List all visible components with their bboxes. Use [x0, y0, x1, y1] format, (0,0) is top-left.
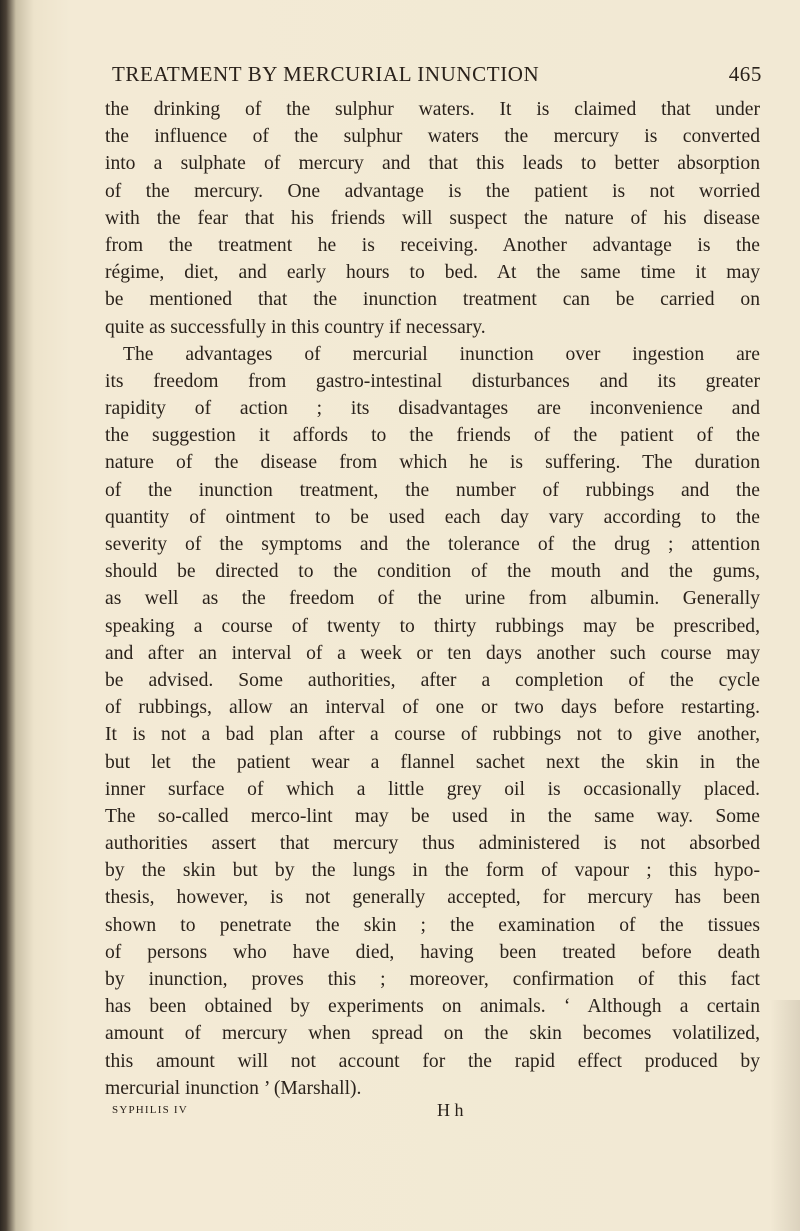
- text-line: mercurial inunction ’ (Marshall).: [105, 1077, 362, 1099]
- text-line: thesis, however, is not generally accepted, for mercury has been: [105, 887, 760, 909]
- text-line: shown to penetrate the skin ; the examination of the tissues: [105, 914, 760, 936]
- text-line: this amount will not account for the rapid effect produced by: [105, 1050, 760, 1072]
- paragraph-start-line: The advantages of mercurial inunction over ingestion are: [123, 343, 760, 365]
- page-edge-shadow: [770, 1000, 800, 1231]
- text-line: and after an interval of a week or ten days another such course may: [105, 642, 760, 664]
- text-line: quantity of ointment to be used each day vary according to the: [105, 506, 760, 528]
- text-line: its freedom from gastro-intestinal disturbances and its greater: [105, 370, 760, 392]
- text-line: nature of the disease from which he is suffering. The duration: [105, 452, 760, 474]
- page-number: 465: [728, 62, 762, 86]
- text-line: severity of the symptoms and the tolerance of the drug ; attention: [105, 534, 760, 555]
- sheet-mark: H h: [437, 1100, 464, 1120]
- running-head-title: TREATMENT BY MERCURIAL INUNCTION: [112, 62, 540, 86]
- text-line: It is not a bad plan after a course of rubbings not to give another,: [105, 724, 760, 746]
- text-line: of persons who have died, having been treated before death: [105, 941, 760, 963]
- text-line: the drinking of the sulphur waters. It is claimed that under: [105, 99, 760, 120]
- body-text: [105, 96, 760, 1102]
- text-line: from the treatment he is receiving. Another advantage is the: [105, 234, 760, 256]
- text-line: speaking a course of twenty to thirty rubbings may be prescribed,: [105, 615, 760, 637]
- text-line: rapidity of action ; its disadvantages are inconvenience and: [105, 398, 760, 420]
- running-head: [112, 62, 762, 92]
- text-line: by the skin but by the lungs in the form of vapour ; this hypo-: [105, 860, 760, 882]
- text-line: régime, diet, and early hours to bed. At the same time it may: [105, 262, 760, 284]
- text-line: as well as the freedom of the urine from albumin. Generally: [105, 588, 760, 610]
- text-line: of rubbings, allow an interval of one or two days before restarting.: [105, 697, 760, 719]
- page-footer: [112, 1100, 512, 1124]
- text-line: be mentioned that the inunction treatment can be carried on: [105, 289, 760, 311]
- text-line: but let the patient wear a flannel sachet next the skin in the: [105, 751, 760, 773]
- text-line: inner surface of which a little grey oil is occasionally placed.: [105, 778, 760, 800]
- text-line: has been obtained by experiments on animals. ‘ Although a certain: [105, 996, 760, 1018]
- text-line: amount of mercury when spread on the skin becomes volatilized,: [105, 1023, 760, 1045]
- text-line: the influence of the sulphur waters the mercury is converted: [105, 126, 760, 148]
- text-line: by inunction, proves this ; moreover, confirmation of this fact: [105, 969, 760, 990]
- signature-mark: SYPHILIS IV: [112, 1104, 188, 1116]
- text-line: into a sulphate of mercury and that this leads to better absorption: [105, 153, 760, 175]
- text-line: of the mercury. One advantage is the patient is not worried: [105, 180, 760, 202]
- text-line: the suggestion it affords to the friends of the patient of the: [105, 425, 760, 447]
- text-line: of the inunction treatment, the number of rubbings and the: [105, 479, 760, 501]
- text-line: The so-called merco-lint may be used in the same way. Some: [105, 805, 760, 827]
- text-line: should be directed to the condition of the mouth and the gums,: [105, 561, 760, 583]
- text-line: quite as successfully in this country if necessary.: [105, 316, 486, 338]
- text-line: be advised. Some authorities, after a completion of the cycle: [105, 669, 760, 691]
- text-line: authorities assert that mercury thus administered is not absorbed: [105, 833, 760, 855]
- text-line: with the fear that his friends will suspect the nature of his disease: [105, 207, 760, 229]
